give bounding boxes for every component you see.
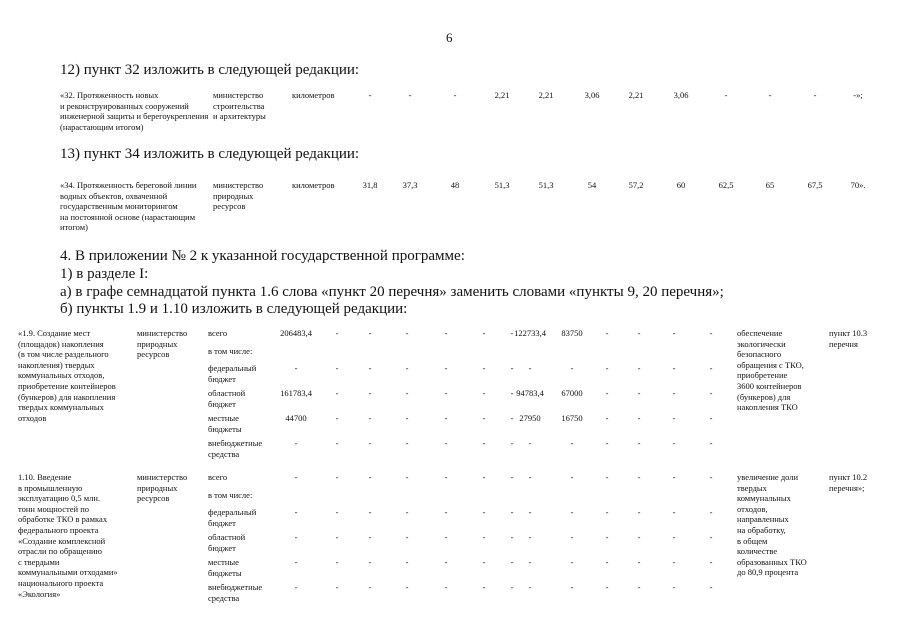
amount-cell: -: [605, 472, 609, 482]
amount-cell: -: [482, 328, 486, 338]
amount-cell: -: [482, 438, 486, 448]
amount-cell: -: [405, 438, 409, 448]
amount-cell: -: [709, 507, 713, 517]
amount-cell: -: [294, 363, 298, 373]
funding-source: федеральный бюджет: [208, 363, 257, 384]
indicator-name: «34. Протяженность береговой линии водных объектов, охваченной государственным мониторингом на постоянной основе (нарастающим итогом): [60, 180, 197, 233]
value-cell: -: [768, 90, 772, 100]
funding-source: в том числе:: [208, 490, 253, 500]
value-cell: 48: [450, 180, 460, 190]
amount-cell: -: [482, 472, 486, 482]
amount-cell: -: [672, 507, 676, 517]
amount-cell: -: [672, 328, 676, 338]
amount-cell: -: [444, 328, 448, 338]
amount-cell: -: [510, 413, 514, 423]
amount-cell: -: [709, 438, 713, 448]
amount-cell: -: [482, 388, 486, 398]
value-cell: 65: [765, 180, 775, 190]
unit-of-measure: километров: [292, 180, 335, 190]
amount-cell: -: [482, 507, 486, 517]
amount-cell: 122733,4: [514, 328, 546, 338]
amount-cell: -: [444, 438, 448, 448]
funding-source: местные бюджеты: [208, 557, 242, 578]
measure-name: «1.9. Создание мест (площадок) накопления (в том числе раздельного накопления) твердых коммунальных отходов, приобретение контейнеров (бункеров) для накопления твердых коммунальных отходов: [18, 328, 116, 423]
page-number: 6: [446, 30, 453, 45]
amount-cell: -: [709, 532, 713, 542]
funding-source: в том числе:: [208, 346, 253, 356]
paragraph-4-a: а) в графе семнадцатой пункта 1.6 слова «пункт 20 перечня» заменить словами «пункты 9, 20 перечня»;: [60, 284, 724, 300]
amount-cell: -: [528, 363, 532, 373]
amount-cell: -: [510, 388, 514, 398]
amount-cell: 67000: [561, 388, 583, 398]
amount-cell: -: [510, 557, 514, 567]
funding-source: федеральный бюджет: [208, 507, 257, 528]
amount-cell: -: [335, 413, 339, 423]
amount-cell: -: [672, 363, 676, 373]
amount-cell: -: [528, 507, 532, 517]
expected-result: обеспечение экологически безопасного обращения с ТКО, приобретение 3600 контейнеров (бункеров) для накопления ТКО: [737, 328, 804, 413]
amount-cell: -: [672, 388, 676, 398]
amount-cell: -: [637, 363, 641, 373]
amount-cell: -: [335, 472, 339, 482]
amount-cell: -: [368, 507, 372, 517]
amount-cell: 206483,4: [280, 328, 312, 338]
amount-cell: -: [637, 557, 641, 567]
amount-cell: -: [570, 532, 574, 542]
paragraph-4-b: б) пункты 1.9 и 1.10 изложить в следующей редакции:: [60, 301, 408, 317]
amount-cell: -: [444, 507, 448, 517]
amount-cell: -: [482, 532, 486, 542]
funding-source: всего: [208, 328, 228, 338]
amount-cell: -: [405, 388, 409, 398]
amount-cell: -: [528, 557, 532, 567]
amount-cell: -: [405, 557, 409, 567]
value-cell: 37,3: [402, 180, 418, 190]
amount-cell: -: [368, 413, 372, 423]
responsible-ministry: министерство строительства и архитектуры: [213, 90, 266, 122]
amount-cell: -: [570, 363, 574, 373]
amount-cell: -: [672, 438, 676, 448]
value-cell: -: [368, 90, 372, 100]
amount-cell: -: [605, 363, 609, 373]
amount-cell: -: [528, 472, 532, 482]
amount-cell: -: [405, 413, 409, 423]
value-cell: -»;: [853, 90, 863, 100]
amount-cell: -: [405, 363, 409, 373]
expected-result: увеличение доли твердых коммунальных отходов, направленных на обработку, в общем количестве образованных ТКО до 80,9 процента: [737, 472, 807, 578]
amount-cell: -: [444, 413, 448, 423]
amount-cell: -: [570, 557, 574, 567]
amount-cell: -: [709, 413, 713, 423]
responsible-ministry: министерство природных ресурсов: [137, 328, 188, 360]
amount-cell: -: [637, 413, 641, 423]
amount-cell: -: [444, 388, 448, 398]
amount-cell: -: [709, 472, 713, 482]
heading-item-12: 12) пункт 32 изложить в следующей редакции:: [60, 62, 360, 78]
amount-cell: -: [335, 507, 339, 517]
amount-cell: -: [672, 472, 676, 482]
list-reference: пункт 10.3 перечня: [829, 328, 868, 349]
value-cell: 2,21: [628, 90, 644, 100]
value-cell: 51,3: [538, 180, 554, 190]
amount-cell: -: [335, 328, 339, 338]
amount-cell: -: [368, 532, 372, 542]
amount-cell: -: [335, 532, 339, 542]
amount-cell: -: [570, 472, 574, 482]
amount-cell: -: [368, 438, 372, 448]
amount-cell: -: [510, 532, 514, 542]
heading-item-13: 13) пункт 34 изложить в следующей редакции:: [60, 146, 360, 162]
amount-cell: -: [605, 507, 609, 517]
amount-cell: -: [482, 582, 486, 592]
amount-cell: -: [637, 438, 641, 448]
amount-cell: -: [335, 388, 339, 398]
amount-cell: -: [294, 582, 298, 592]
amount-cell: -: [605, 388, 609, 398]
amount-cell: -: [637, 388, 641, 398]
amount-cell: -: [294, 438, 298, 448]
amount-cell: -: [709, 363, 713, 373]
amount-cell: -: [405, 582, 409, 592]
value-cell: 3,06: [673, 90, 689, 100]
list-reference: пункт 10.2 перечня»;: [829, 472, 868, 493]
amount-cell: -: [605, 413, 609, 423]
amount-cell: -: [405, 532, 409, 542]
amount-cell: -: [528, 532, 532, 542]
amount-cell: -: [444, 557, 448, 567]
amount-cell: -: [709, 582, 713, 592]
amount-cell: -: [528, 438, 532, 448]
responsible-ministry: министерство природных ресурсов: [213, 180, 264, 212]
amount-cell: -: [528, 582, 532, 592]
amount-cell: -: [510, 328, 514, 338]
amount-cell: -: [605, 328, 609, 338]
value-cell: 62,5: [718, 180, 734, 190]
amount-cell: -: [444, 582, 448, 592]
amount-cell: -: [405, 507, 409, 517]
value-cell: 2,21: [538, 90, 554, 100]
amount-cell: -: [368, 582, 372, 592]
amount-cell: 44700: [285, 413, 307, 423]
amount-cell: -: [510, 582, 514, 592]
value-cell: -: [408, 90, 412, 100]
amount-cell: -: [637, 582, 641, 592]
amount-cell: -: [368, 328, 372, 338]
amount-cell: -: [335, 363, 339, 373]
value-cell: 70».: [850, 180, 866, 190]
amount-cell: -: [444, 363, 448, 373]
value-cell: 60: [676, 180, 686, 190]
indicator-name: «32. Протяженность новых и реконструированных сооружений инженерной защиты и берегоукрепления (нарастающим итогом): [60, 90, 209, 132]
amount-cell: -: [335, 557, 339, 567]
amount-cell: 94783,4: [516, 388, 544, 398]
value-cell: 2,21: [494, 90, 510, 100]
amount-cell: -: [637, 472, 641, 482]
amount-cell: -: [510, 507, 514, 517]
funding-source: областной бюджет: [208, 388, 246, 409]
amount-cell: -: [368, 472, 372, 482]
amount-cell: -: [570, 438, 574, 448]
amount-cell: -: [482, 557, 486, 567]
amount-cell: -: [605, 532, 609, 542]
amount-cell: -: [405, 472, 409, 482]
funding-source: внебюджетные средства: [208, 438, 263, 459]
amount-cell: -: [335, 438, 339, 448]
amount-cell: -: [605, 438, 609, 448]
amount-cell: -: [368, 557, 372, 567]
amount-cell: -: [510, 438, 514, 448]
value-cell: 3,06: [584, 90, 600, 100]
unit-of-measure: километров: [292, 90, 335, 100]
amount-cell: -: [672, 582, 676, 592]
value-cell: 67,5: [807, 180, 823, 190]
amount-cell: -: [368, 363, 372, 373]
amount-cell: -: [672, 557, 676, 567]
amount-cell: -: [605, 582, 609, 592]
amount-cell: 27950: [519, 413, 541, 423]
amount-cell: -: [294, 507, 298, 517]
amount-cell: -: [368, 388, 372, 398]
amount-cell: -: [510, 363, 514, 373]
amount-cell: -: [570, 507, 574, 517]
amount-cell: 83750: [561, 328, 583, 338]
amount-cell: -: [444, 472, 448, 482]
amount-cell: -: [637, 532, 641, 542]
responsible-ministry: министерство природных ресурсов: [137, 472, 188, 504]
amount-cell: -: [335, 582, 339, 592]
paragraph-4-1: 1) в разделе I:: [60, 266, 149, 282]
value-cell: -: [453, 90, 457, 100]
amount-cell: -: [510, 472, 514, 482]
amount-cell: -: [294, 557, 298, 567]
amount-cell: -: [637, 328, 641, 338]
amount-cell: -: [570, 582, 574, 592]
value-cell: -: [724, 90, 728, 100]
amount-cell: -: [672, 413, 676, 423]
paragraph-4: 4. В приложении № 2 к указанной государственной программе:: [60, 248, 465, 264]
amount-cell: -: [709, 328, 713, 338]
value-cell: 51,3: [494, 180, 510, 190]
amount-cell: 16750: [561, 413, 583, 423]
funding-source: областной бюджет: [208, 532, 246, 553]
value-cell: 31,8: [362, 180, 378, 190]
amount-cell: -: [405, 328, 409, 338]
amount-cell: -: [709, 557, 713, 567]
amount-cell: 161783,4: [280, 388, 312, 398]
amount-cell: -: [294, 472, 298, 482]
amount-cell: -: [482, 363, 486, 373]
funding-source: всего: [208, 472, 228, 482]
value-cell: 54: [587, 180, 597, 190]
measure-name: 1.10. Введение в промышленную эксплуатацию 0,5 млн. тонн мощностей по обработке ТКО в рамках федерального проекта «Создание комплексной отрасли по обращению с твердыми коммунальными отходами» национального проекта «Экология»: [18, 472, 118, 599]
amount-cell: -: [482, 413, 486, 423]
amount-cell: -: [605, 557, 609, 567]
funding-source: местные бюджеты: [208, 413, 242, 434]
amount-cell: -: [709, 388, 713, 398]
amount-cell: -: [294, 532, 298, 542]
value-cell: -: [813, 90, 817, 100]
funding-source: внебюджетные средства: [208, 582, 263, 603]
value-cell: 57,2: [628, 180, 644, 190]
amount-cell: -: [672, 532, 676, 542]
amount-cell: -: [637, 507, 641, 517]
amount-cell: -: [444, 532, 448, 542]
